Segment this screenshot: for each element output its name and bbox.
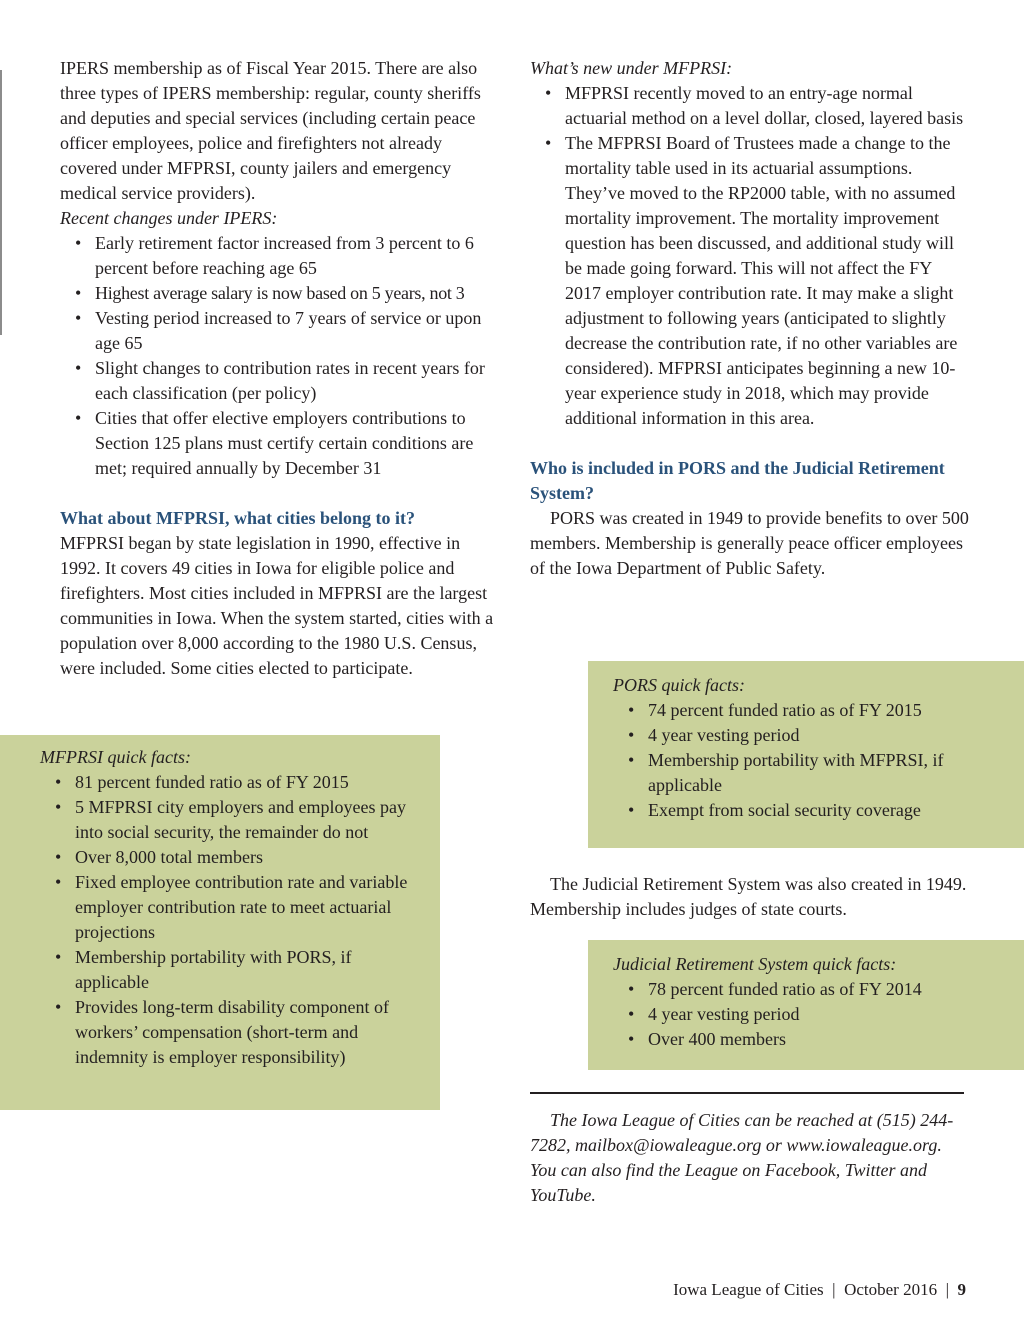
pors-body-paragraph: PORS was created in 1949 to provide benefits to over 500 members. Membership is generally peace officer employees of the Iowa Department of Public Safety. <box>530 508 969 578</box>
contact-divider <box>530 1092 964 1094</box>
list-item: • Vesting period increased to 7 years of service or upon age 65 <box>60 306 500 356</box>
list-item: • Provides long-term disability component of workers’ compensation (short-term and indemnity is employer responsibility) <box>40 995 420 1070</box>
list-item: • Highest average salary is now based on 5 years, not 3 <box>60 281 500 306</box>
list-item: • 4 year vesting period <box>613 1002 1003 1027</box>
judicial-quick-facts-list <box>613 977 1003 1052</box>
pors-section-heading: Who is included in PORS and the Judicial Retirement System? <box>530 458 945 503</box>
ipers-changes-heading: Recent changes under IPERS: <box>60 208 278 228</box>
judicial-section <box>530 872 970 922</box>
mfprsi-quick-facts-list <box>40 770 420 1070</box>
contact-note <box>530 1108 970 1208</box>
judicial-quick-facts-box <box>588 940 1024 1070</box>
mfprsi-new-heading: What’s new under MFPRSI: <box>530 58 733 78</box>
list-item: • Membership portability with MFPRSI, if applicable <box>613 748 1003 798</box>
page-footer <box>673 1277 966 1302</box>
judicial-body-paragraph: The Judicial Retirement System was also created in 1949. Membership includes judges of state courts. <box>530 874 967 919</box>
list-item: • Over 400 members <box>613 1027 1003 1052</box>
mfprsi-section-heading: What about MFPRSI, what cities belong to it? <box>60 508 415 528</box>
list-item: • 81 percent funded ratio as of FY 2015 <box>40 770 420 795</box>
mfprsi-quick-facts-box <box>0 735 440 1110</box>
list-item: • 5 MFPRSI city employers and employees pay into social security, the remainder do not <box>40 795 420 845</box>
list-item: • 74 percent funded ratio as of FY 2015 <box>613 698 1003 723</box>
pors-quick-facts-box <box>588 661 1024 848</box>
mfprsi-new-list <box>530 81 970 431</box>
mfprsi-quick-facts-heading: MFPRSI quick facts: <box>40 747 191 767</box>
list-item: • The MFPRSI Board of Trustees made a change to the mortality table used in its actuarial assumptions. They’ve moved to the RP2000 table, with no assumed mortality improvement. The mortality improvement question has been discussed, and additional study will be made going forward. This will not affect the FY 2017 employer contribution rate. It may make a slight adjustment to following years (anticipated to slightly decrease the contribution rate, if no other variables are considered). MFPRSI anticipates beginning a new 10-year experience study in 2018, which may provide additional information in this area. <box>530 131 970 431</box>
footer-publication: Iowa League of Cities <box>673 1280 824 1299</box>
list-item: • Over 8,000 total members <box>40 845 420 870</box>
ipers-intro-paragraph: IPERS membership as of Fiscal Year 2015. There are also three types of IPERS membership: regular, county sheriffs and deputies and special services (including certain peace officer employees, police and firefighters not already covered under MFPRSI, county jailers and emergency medical service providers). <box>60 58 481 203</box>
page-number: 9 <box>957 1280 966 1299</box>
pors-quick-facts-list <box>613 698 1003 823</box>
right-column <box>530 56 970 581</box>
list-item: • 78 percent funded ratio as of FY 2014 <box>613 977 1003 1002</box>
contact-paragraph: The Iowa League of Cities can be reached at (515) 244-7282, mailbox@iowaleague.org or www.iowaleague.org. You can also find the League on Facebook, Twitter and YouTube. <box>530 1110 954 1205</box>
left-column <box>60 56 500 681</box>
list-item: • Fixed employee contribution rate and variable employer contribution rate to meet actuarial projections <box>40 870 420 945</box>
list-item: • Cities that offer elective employers contributions to Section 125 plans must certify certain conditions are met; required annually by December 31 <box>60 406 500 481</box>
list-item: • Membership portability with PORS, if applicable <box>40 945 420 995</box>
page-edge-mark <box>0 70 2 335</box>
list-item: • MFPRSI recently moved to an entry-age normal actuarial method on a level dollar, closed, layered basis <box>530 81 970 131</box>
list-item: • Slight changes to contribution rates in recent years for each classification (per policy) <box>60 356 500 406</box>
pors-quick-facts-heading: PORS quick facts: <box>613 675 745 695</box>
ipers-changes-list <box>60 231 500 481</box>
list-item: • Early retirement factor increased from 3 percent to 6 percent before reaching age 65 <box>60 231 500 281</box>
footer-date: October 2016 <box>844 1280 938 1299</box>
list-item: • Exempt from social security coverage <box>613 798 1003 823</box>
footer-separator: | <box>941 1280 954 1299</box>
mfprsi-body-paragraph: MFPRSI began by state legislation in 1990, effective in 1992. It covers 49 cities in Iowa for eligible police and firefighters. Most cities included in MFPRSI are the largest communities in Iowa. When the system started, cities with a population over 8,000 according to the 1980 U.S. Census, were included. Some cities elected to participate. <box>60 533 494 678</box>
list-item: • 4 year vesting period <box>613 723 1003 748</box>
judicial-quick-facts-heading: Judicial Retirement System quick facts: <box>613 954 897 974</box>
footer-separator: | <box>827 1280 840 1299</box>
